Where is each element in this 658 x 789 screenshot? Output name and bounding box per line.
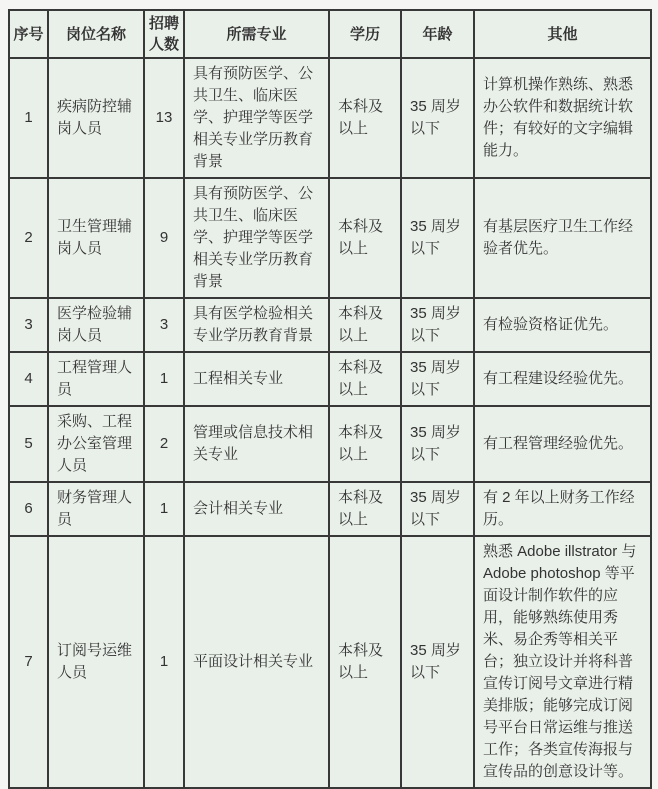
cell-count: 1: [144, 536, 184, 788]
table-row: [9, 406, 651, 482]
cell-other: 有检验资格证优先。: [474, 298, 651, 352]
cell-position: 订阅号运维人员: [48, 536, 144, 788]
header-cell-no: 序号: [9, 10, 48, 58]
cell-position: 疾病防控辅岗人员: [48, 58, 144, 178]
cell-education: 本科及以上: [329, 406, 401, 482]
cell-education: 本科及以上: [329, 298, 401, 352]
cell-major: 会计相关专业: [184, 482, 329, 536]
cell-major: 平面设计相关专业: [184, 536, 329, 788]
cell-position: 采购、工程办公室管理人员: [48, 406, 144, 482]
header-cell-age: 年龄: [401, 10, 474, 58]
cell-position: 工程管理人员: [48, 352, 144, 406]
cell-count: 13: [144, 58, 184, 178]
cell-major: 具有预防医学、公共卫生、临床医学、护理学等医学相关专业学历教育背景: [184, 58, 329, 178]
cell-position: 财务管理人员: [48, 482, 144, 536]
cell-no: 6: [9, 482, 48, 536]
table-row: [9, 58, 651, 178]
cell-no: 7: [9, 536, 48, 788]
cell-major: 管理或信息技术相关专业: [184, 406, 329, 482]
cell-education: 本科及以上: [329, 536, 401, 788]
header-cell-count: 招聘人数: [144, 10, 184, 58]
cell-count: 3: [144, 298, 184, 352]
header-cell-major: 所需专业: [184, 10, 329, 58]
cell-other: 有基层医疗卫生工作经验者优先。: [474, 178, 651, 298]
cell-major: 工程相关专业: [184, 352, 329, 406]
cell-count: 1: [144, 482, 184, 536]
header-cell-other: 其他: [474, 10, 651, 58]
cell-education: 本科及以上: [329, 482, 401, 536]
cell-no: 5: [9, 406, 48, 482]
table-row: [9, 482, 651, 536]
cell-major: 具有预防医学、公共卫生、临床医学、护理学等医学相关专业学历教育背景: [184, 178, 329, 298]
header-cell-education: 学历: [329, 10, 401, 58]
table-row: [9, 298, 651, 352]
cell-other: 计算机操作熟练、熟悉办公软件和数据统计软件；有较好的文字编辑能力。: [474, 58, 651, 178]
table-row: [9, 178, 651, 298]
cell-count: 2: [144, 406, 184, 482]
cell-age: 35 周岁以下: [401, 536, 474, 788]
cell-other: 熟悉 Adobe illstrator 与 Adobe photoshop 等平面设计制作软件的应用，能够熟练使用秀米、易企秀等相关平台；独立设计并将科普宣传订阅号文章进行精美排版；能够完成订阅号平台日常运维与推送工作；各类宣传海报与宣传品的创意设计等。: [474, 536, 651, 788]
cell-no: 1: [9, 58, 48, 178]
header-cell-position: 岗位名称: [48, 10, 144, 58]
cell-other: 有工程管理经验优先。: [474, 406, 651, 482]
cell-position: 卫生管理辅岗人员: [48, 178, 144, 298]
recruitment-table: [8, 9, 652, 789]
table-row: [9, 536, 651, 788]
cell-age: 35 周岁以下: [401, 178, 474, 298]
cell-no: 4: [9, 352, 48, 406]
header-row: [9, 10, 651, 58]
cell-education: 本科及以上: [329, 178, 401, 298]
cell-age: 35 周岁以下: [401, 58, 474, 178]
cell-age: 35 周岁以下: [401, 406, 474, 482]
cell-education: 本科及以上: [329, 58, 401, 178]
table-row: [9, 352, 651, 406]
cell-count: 1: [144, 352, 184, 406]
cell-education: 本科及以上: [329, 352, 401, 406]
table-body: [9, 58, 651, 788]
cell-age: 35 周岁以下: [401, 482, 474, 536]
cell-no: 2: [9, 178, 48, 298]
cell-other: 有工程建设经验优先。: [474, 352, 651, 406]
cell-major: 具有医学检验相关专业学历教育背景: [184, 298, 329, 352]
cell-age: 35 周岁以下: [401, 298, 474, 352]
cell-age: 35 周岁以下: [401, 352, 474, 406]
cell-no: 3: [9, 298, 48, 352]
cell-other: 有 2 年以上财务工作经历。: [474, 482, 651, 536]
cell-position: 医学检验辅岗人员: [48, 298, 144, 352]
cell-count: 9: [144, 178, 184, 298]
